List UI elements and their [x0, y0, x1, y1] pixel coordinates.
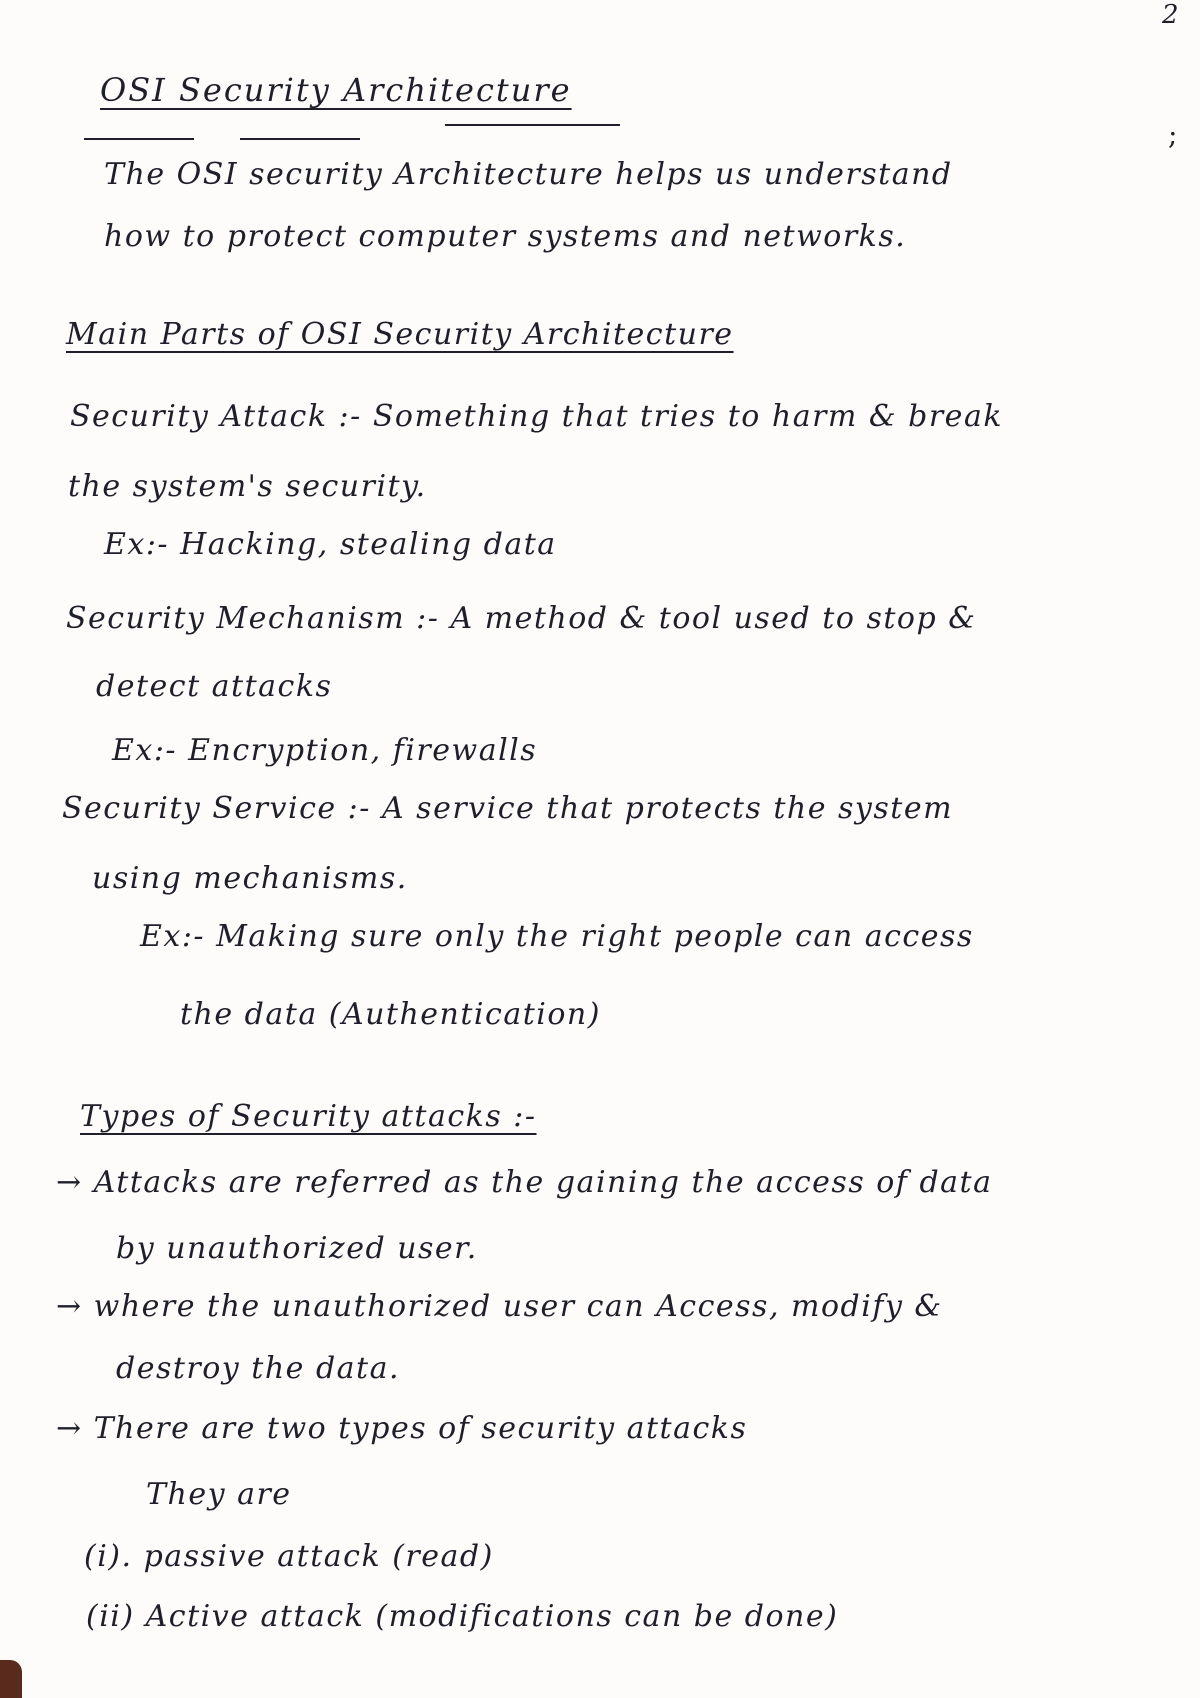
types-line-5: → There are two types of security attacks — [56, 1411, 748, 1446]
title-double-underline — [84, 138, 194, 140]
security-mechanism-example: Ex:- Encryption, firewalls — [112, 733, 538, 768]
types-line-8: (ii) Active attack (modifications can be done) — [86, 1599, 839, 1634]
security-service-example-1: Ex:- Making sure only the right people can access — [140, 919, 974, 954]
types-line-3: → where the unauthorized user can Access, modify & — [56, 1289, 943, 1324]
security-mechanism-line-2: detect attacks — [96, 669, 333, 704]
types-heading: Types of Security attacks :- — [80, 1099, 537, 1134]
main-parts-heading: Main Parts of OSI Security Architecture — [66, 317, 734, 352]
intro-line-1: The OSI security Architecture helps us understand — [104, 157, 953, 192]
types-line-7: (i). passive attack (read) — [84, 1539, 494, 1574]
security-service-example-2: the data (Authentication) — [180, 997, 601, 1032]
security-attack-line-2: the system's security. — [68, 469, 427, 504]
page-number-mark: 2 — [1162, 0, 1179, 30]
security-mechanism-line-1: Security Mechanism :- A method & tool used to stop & — [66, 601, 977, 636]
title-double-underline — [445, 124, 620, 126]
types-line-1: → Attacks are referred as the gaining the access of data — [56, 1165, 993, 1200]
page-title: OSI Security Architecture — [100, 71, 572, 109]
types-line-2: by unauthorized user. — [116, 1231, 478, 1266]
margin-mark: ; — [1168, 118, 1178, 151]
intro-line-2: how to protect computer systems and networks. — [104, 219, 907, 254]
security-attack-line-1: Security Attack :- Something that tries to harm & break — [70, 399, 1004, 434]
security-attack-example: Ex:- Hacking, stealing data — [104, 527, 557, 562]
types-line-6: They are — [146, 1477, 292, 1512]
types-line-4: destroy the data. — [116, 1351, 401, 1386]
title-double-underline — [240, 138, 360, 140]
security-service-line-1: Security Service :- A service that protects the system — [62, 791, 954, 826]
security-service-line-2: using mechanisms. — [92, 861, 408, 896]
page-edge-shadow — [0, 1660, 22, 1698]
